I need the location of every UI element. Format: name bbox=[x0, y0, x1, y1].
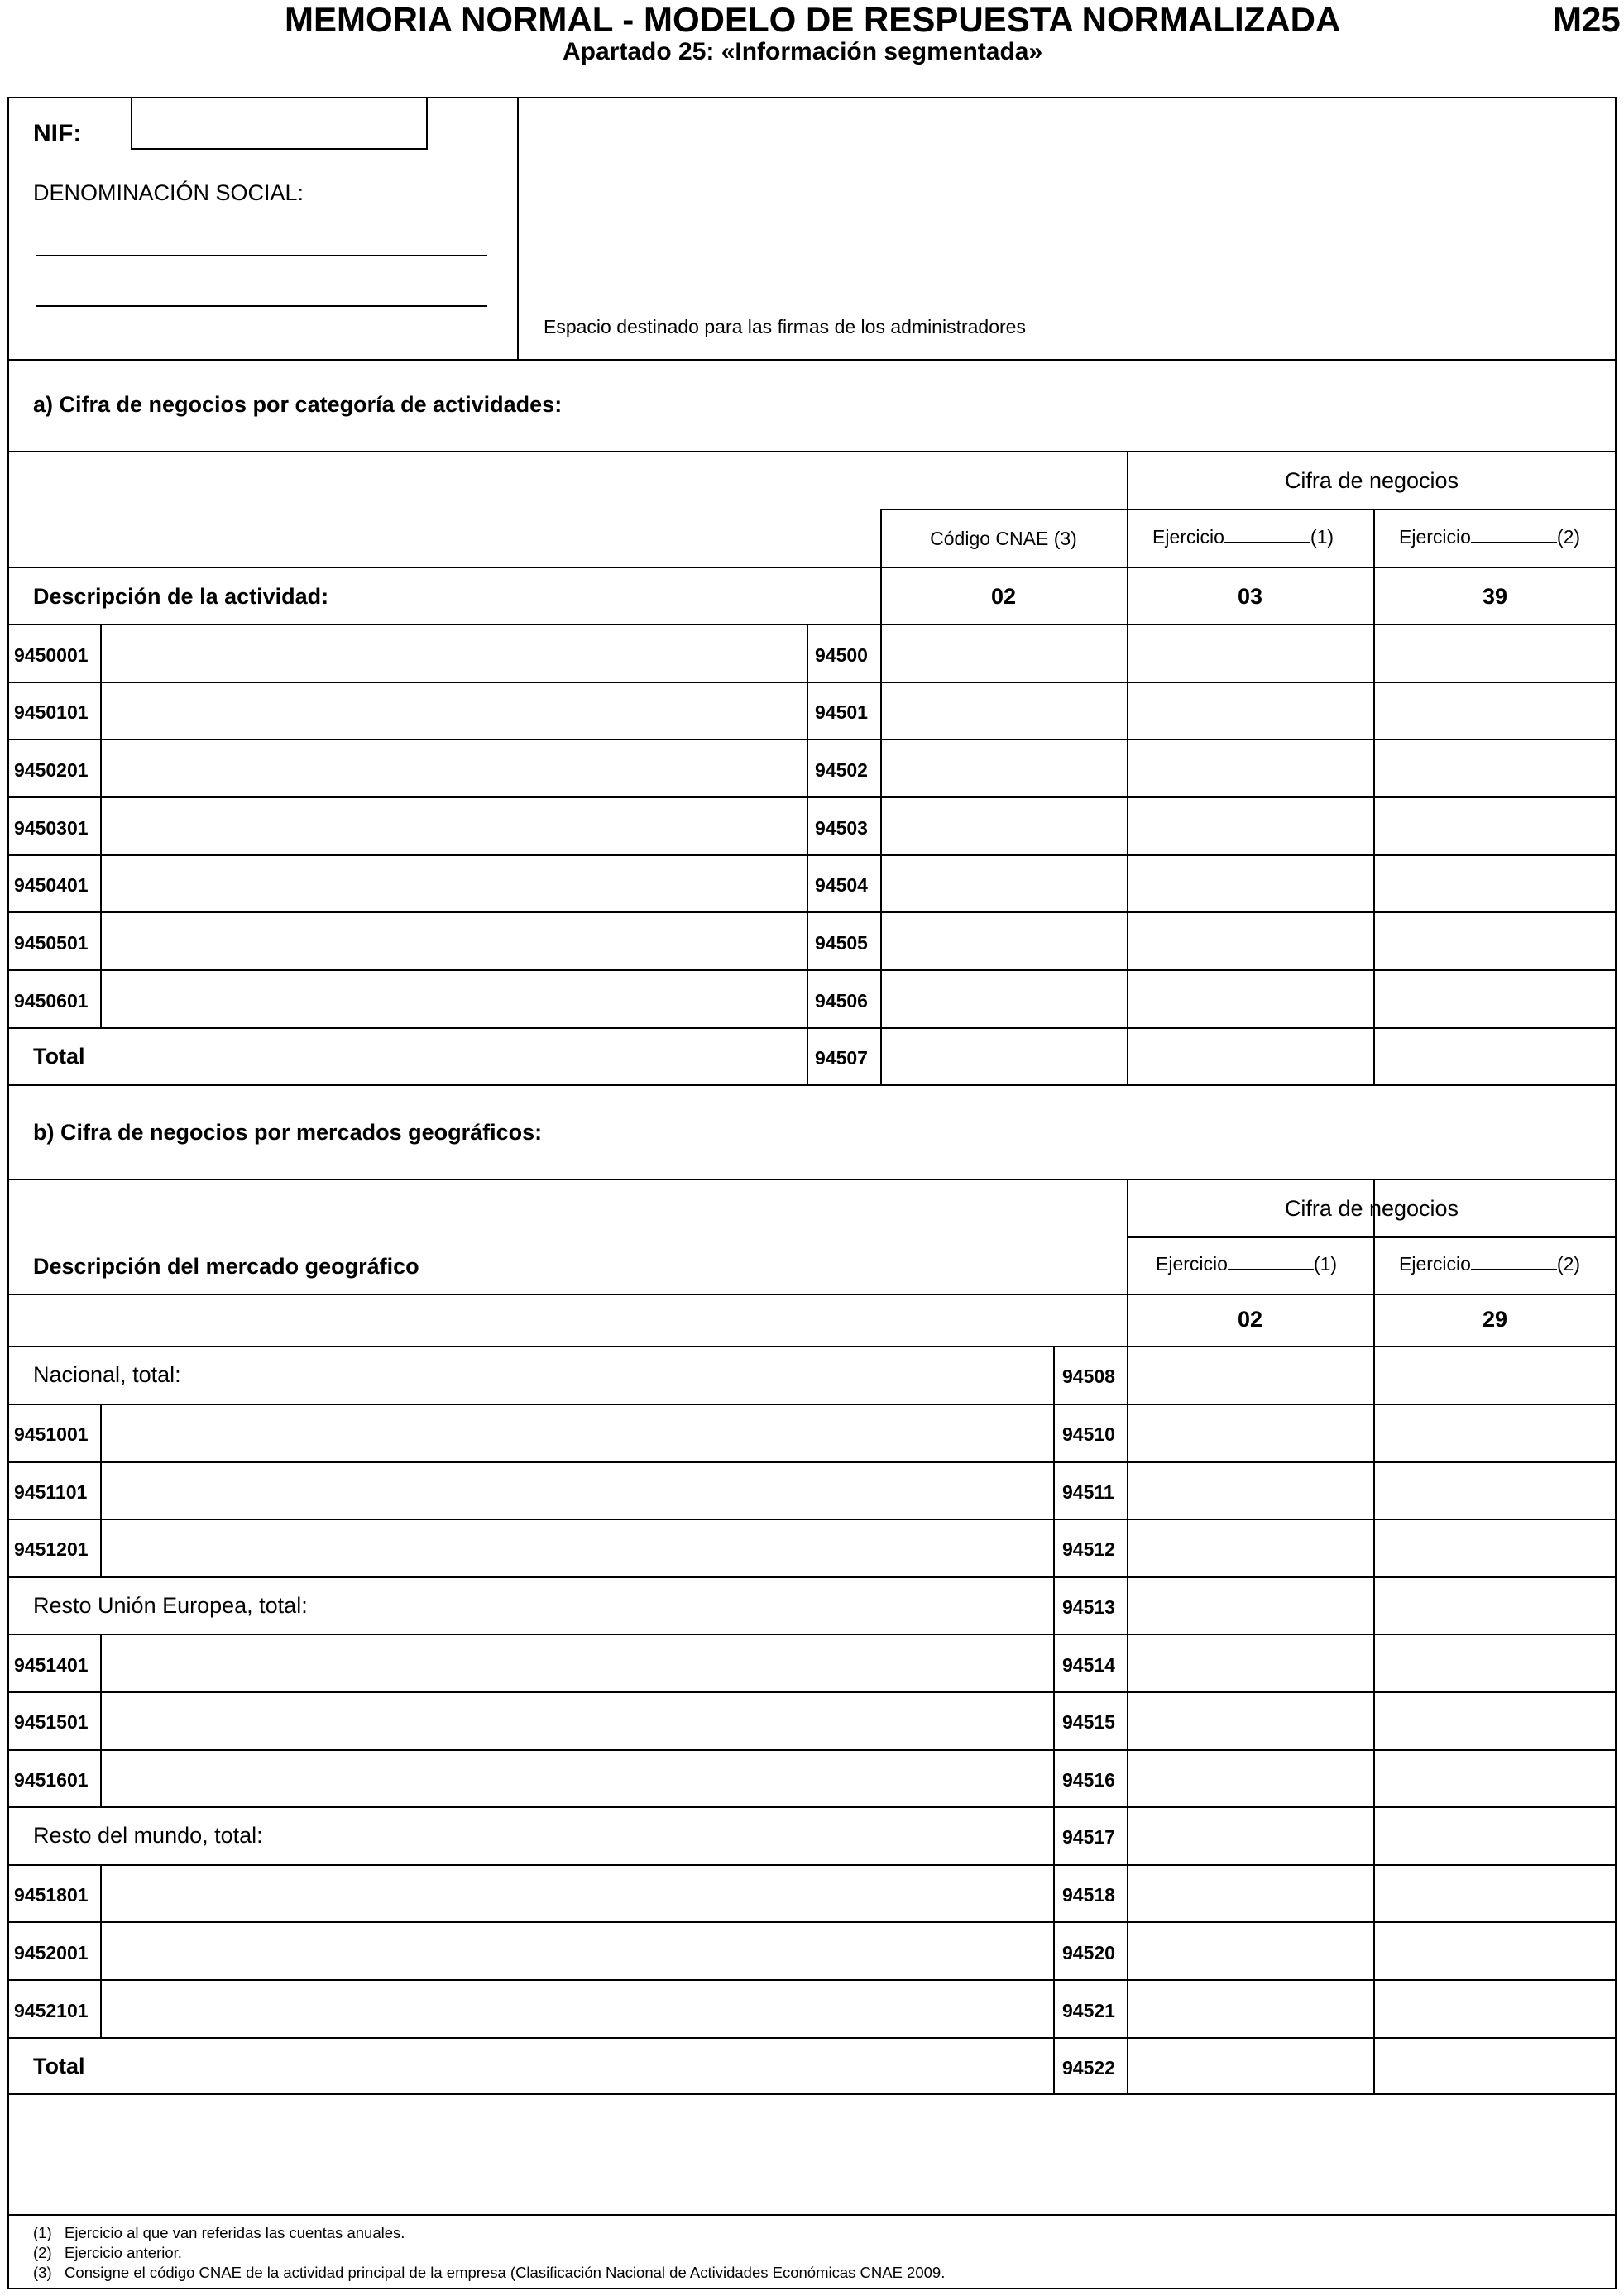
row-id: 9451501 bbox=[14, 1711, 89, 1733]
footnote-3: (3) Consigne el código CNAE de la actividad principal de la empresa (Clasificación Nacional de Actividades Económicas CNAE 2009. bbox=[33, 2264, 946, 2281]
row-code: 94500 bbox=[815, 644, 868, 666]
col-code-02: 02 bbox=[990, 584, 1017, 609]
denominacion-line-1[interactable] bbox=[36, 255, 487, 256]
signature-caption: Espacio destinado para las firmas de los administradores bbox=[544, 316, 1026, 337]
row-code: 94510 bbox=[1062, 1423, 1115, 1445]
mundo-total-label: Resto del mundo, total: bbox=[33, 1823, 263, 1848]
row-id: 9451401 bbox=[14, 1654, 89, 1676]
denominacion-label: DENOMINACIÓN SOCIAL: bbox=[33, 180, 304, 205]
activity-description-input[interactable] bbox=[102, 683, 807, 739]
row-id: 9450401 bbox=[14, 874, 89, 896]
market-description-input[interactable] bbox=[102, 1520, 1053, 1576]
row-code: 94521 bbox=[1062, 2000, 1115, 2021]
market-description-input[interactable] bbox=[102, 1866, 1053, 1921]
ejercicio-1-blank[interactable] bbox=[1228, 1254, 1314, 1270]
row-id: 9452101 bbox=[14, 2000, 89, 2021]
activity-description-input[interactable] bbox=[102, 856, 807, 911]
section-b-ejercicio-1: Ejercicio (1) bbox=[1156, 1253, 1338, 1275]
row-id: 9452001 bbox=[14, 1942, 89, 1964]
ue-total-code: 94513 bbox=[1062, 1596, 1115, 1618]
row-code: 94502 bbox=[815, 759, 868, 781]
row-id: 9450101 bbox=[14, 701, 89, 723]
ue-total-label: Resto Unión Europea, total: bbox=[33, 1593, 308, 1618]
row-id: 9450001 bbox=[14, 644, 89, 666]
nacional-total-code: 94508 bbox=[1062, 1366, 1115, 1387]
section-b-total-code: 94522 bbox=[1062, 2057, 1115, 2078]
col-code-03: 03 bbox=[1237, 584, 1263, 609]
section-a-cifra-header: Cifra de negocios bbox=[1284, 468, 1459, 493]
section-b-desc-label: Descripción del mercado geográfico bbox=[33, 1254, 419, 1279]
activity-description-input[interactable] bbox=[102, 913, 807, 969]
row-code: 94504 bbox=[815, 874, 868, 896]
nif-label: NIF: bbox=[33, 120, 82, 147]
footnote-1: (1) Ejercicio al que van referidas las cuentas anuales. bbox=[33, 2224, 405, 2241]
activity-description-input[interactable] bbox=[102, 798, 807, 854]
section-a-ejercicio-1: Ejercicio (1) bbox=[1152, 526, 1334, 548]
row-code: 94506 bbox=[815, 990, 868, 1012]
row-code: 94503 bbox=[815, 817, 868, 839]
row-code: 94511 bbox=[1062, 1481, 1114, 1503]
activity-description-input[interactable] bbox=[102, 740, 807, 796]
row-code: 94501 bbox=[815, 701, 868, 723]
col-code-29: 29 bbox=[1482, 1307, 1508, 1332]
row-id: 9451101 bbox=[14, 1481, 88, 1503]
market-description-input[interactable] bbox=[102, 1693, 1053, 1749]
row-code: 94512 bbox=[1062, 1538, 1115, 1560]
row-code: 94515 bbox=[1062, 1711, 1115, 1733]
nif-input[interactable] bbox=[131, 97, 428, 150]
page-subtitle: Apartado 25: «Información segmentada» bbox=[563, 38, 1043, 65]
section-a-desc-label: Descripción de la actividad: bbox=[33, 584, 329, 609]
row-code: 94514 bbox=[1062, 1654, 1115, 1676]
section-a-ejercicio-2: Ejercicio (2) bbox=[1399, 526, 1581, 548]
ejercicio-2-blank[interactable] bbox=[1471, 1254, 1557, 1270]
row-id: 9450601 bbox=[14, 990, 89, 1012]
market-description-input[interactable] bbox=[102, 1923, 1053, 1979]
ejercicio-1-blank[interactable] bbox=[1224, 527, 1310, 543]
footnote-2: (2) Ejercicio anterior. bbox=[33, 2244, 182, 2261]
row-id: 9450501 bbox=[14, 932, 89, 954]
row-code: 94518 bbox=[1062, 1884, 1115, 1906]
market-description-input[interactable] bbox=[102, 1751, 1053, 1806]
market-description-input[interactable] bbox=[102, 1635, 1053, 1691]
row-id: 9451201 bbox=[14, 1538, 89, 1560]
section-a-total-label: Total bbox=[33, 1044, 85, 1069]
row-id: 9451801 bbox=[14, 1884, 89, 1906]
activity-description-input[interactable] bbox=[102, 625, 807, 682]
mundo-total-code: 94517 bbox=[1062, 1826, 1115, 1848]
activity-description-input[interactable] bbox=[102, 971, 807, 1027]
col-code-39: 39 bbox=[1482, 584, 1508, 609]
section-b-ejercicio-2: Ejercicio (2) bbox=[1399, 1253, 1581, 1275]
section-b-title: b) Cifra de negocios por mercados geográficos: bbox=[33, 1120, 543, 1145]
row-id: 9451001 bbox=[14, 1423, 89, 1445]
section-a-total-code: 94507 bbox=[815, 1047, 868, 1069]
market-description-input[interactable] bbox=[102, 1981, 1053, 2037]
section-b-cifra-header: Cifra de negocios bbox=[1284, 1196, 1459, 1221]
market-description-input[interactable] bbox=[102, 1463, 1053, 1519]
row-id: 9451601 bbox=[14, 1769, 89, 1791]
col-code-02: 02 bbox=[1237, 1307, 1263, 1332]
model-code: M25 bbox=[1553, 0, 1621, 39]
row-id: 9450201 bbox=[14, 759, 89, 781]
nacional-total-label: Nacional, total: bbox=[33, 1362, 181, 1387]
row-id: 9450301 bbox=[14, 817, 89, 839]
row-code: 94505 bbox=[815, 932, 868, 954]
ejercicio-2-blank[interactable] bbox=[1471, 527, 1557, 543]
denominacion-line-2[interactable] bbox=[36, 305, 487, 307]
section-a-title: a) Cifra de negocios por categoría de actividades: bbox=[33, 392, 563, 417]
row-code: 94520 bbox=[1062, 1942, 1115, 1964]
market-description-input[interactable] bbox=[102, 1405, 1053, 1461]
section-a-cnae-header: Código CNAE (3) bbox=[930, 528, 1077, 549]
row-code: 94516 bbox=[1062, 1769, 1115, 1791]
section-b-total-label: Total bbox=[33, 2054, 85, 2078]
page-title: MEMORIA NORMAL - MODELO DE RESPUESTA NORMALIZADA bbox=[285, 0, 1341, 39]
